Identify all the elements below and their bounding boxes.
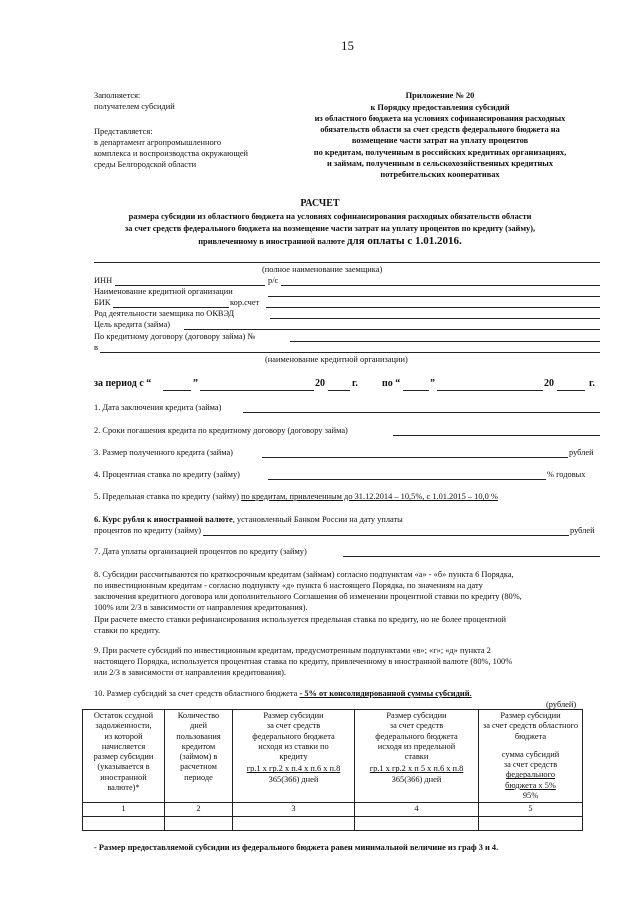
- table-cell: [233, 816, 355, 830]
- appendix-line: возмещение части затрат на уплату процентов: [351, 136, 529, 145]
- item-4: 4. Процентная ставка по кредиту (займу): [94, 470, 240, 479]
- item-2: 2. Сроки погашения кредита по кредитному договору (договору займа): [94, 426, 348, 435]
- item-9-line: настоящего Порядка, используется процентная ставка по кредиту, привлеченному в иностранной валюте (80%, 100%: [94, 657, 513, 666]
- doc-title: РАСЧЕТ: [300, 198, 340, 209]
- doc-subtitle: [40, 235, 620, 247]
- table-number-row: [83, 803, 583, 816]
- item-8-line: заключения кредитного договора или дополнительного Соглашения об изменении процентной ставки по кредиту (80%,: [94, 592, 522, 601]
- item-9-line: 9. При расчете субсидий по инвестиционным кредитам, предусмотренным подпунктами «в»; «г»; «д» пункта 2: [94, 646, 491, 655]
- item-10: [94, 689, 472, 700]
- item-3: 3. Размер полученного кредита (займа): [94, 448, 233, 457]
- appendix-line: к Порядку предоставления субсидий: [370, 103, 510, 112]
- item-10-unit: (рублей): [546, 700, 577, 709]
- col-3-header: Размер субсидии за счет средств федерального бюджета исходя из ставки по кредиту гр.1 х гр.2 х п.4 х п.6 х п.8 365(366) дней: [233, 710, 355, 803]
- filled-label: Заполняется:: [94, 91, 141, 100]
- col-number: 2: [165, 803, 233, 816]
- table-cell: [355, 816, 479, 830]
- item-8-line: по инвестиционным кредитам - согласно подпункту «д» пункта 6 настоящего Порядка, по значениям на дату: [94, 581, 483, 590]
- appendix-title: Приложение № 20: [405, 91, 475, 100]
- table-header-row: [83, 710, 583, 803]
- bik-label: БИК: [94, 298, 111, 307]
- contract-label: По кредитному договору (договору займа) №: [94, 332, 256, 341]
- period-year: 20: [544, 378, 554, 389]
- item-8-line: 8. Субсидии рассчитываются по краткосрочным кредитам (займам) согласно подпунктам «а» - «б» пункта 6 Порядка,: [94, 570, 514, 579]
- item-7: 7. Дата уплаты организацией процентов по кредиту (займу): [94, 547, 307, 556]
- doc-subtitle: за счет средств федерального бюджета на возмещение части затрат на уплату процентов по кредиту (займу),: [124, 224, 536, 233]
- item-8-line: 100% или 2/3 в зависимости от направления кредитования).: [94, 603, 308, 612]
- col-number: 1: [83, 803, 165, 816]
- item-5: [94, 492, 498, 503]
- period-to: по “: [382, 378, 401, 389]
- footnote: - Размер предоставляемой субсидии из федерального бюджета равен минимальной величине из граф 3 и 4.: [94, 843, 499, 852]
- item-6-unit: рублей: [570, 526, 595, 535]
- col-1-header: Остаток ссудной задолженности, из которой начисляется размер субсидии (указывается в иностранной валюте)*: [83, 710, 165, 803]
- col-2-header: Количество дней пользования кредитом (займом) в расчетном периоде: [165, 710, 233, 803]
- inn-label: ИНН: [94, 276, 113, 285]
- item-10-rate: - 5% от консолидированной суммы субсидий.: [299, 689, 472, 698]
- in-label: в: [94, 343, 98, 352]
- period-quote: ”: [430, 378, 435, 389]
- kor-label: кор.счет: [230, 298, 260, 307]
- col-5-header: Размер субсидии за счет средств областного бюджета сумма субсидий за счет средств федерального бюджета х 5% 95%: [479, 710, 583, 803]
- col-number: 5: [479, 803, 583, 816]
- item-6-label: 6. Курс рубля к иностранной валюте: [94, 515, 233, 524]
- item-10-label: 10. Размер субсидий за счет средств областного бюджета: [94, 689, 300, 698]
- item-5-label: 5. Предельная ставка по кредиту (займу): [94, 492, 242, 501]
- appendix-line: и займам, полученным в сельскохозяйственных кредитных: [326, 159, 554, 168]
- page-number: 15: [341, 38, 354, 53]
- appendix-line: потребительских кооперативах: [380, 170, 500, 179]
- submitted-to-line: комплекса и воспроизводства окружающей: [94, 149, 249, 158]
- filled-by: получателем субсидий: [94, 102, 175, 111]
- item-8-line: ставки по кредиту.: [94, 626, 161, 635]
- col-3-formula: гр.1 х гр.2 х п.4 х п.6 х п.8: [246, 764, 341, 774]
- col-4-header: Размер субсидии за счет средств федерального бюджета исходя из предельной ставки гр.1 х гр.2 х п 5 х п.6 х п.8 365(366) дней: [355, 710, 479, 803]
- table-cell: [165, 816, 233, 830]
- item-6-line2: процентов по кредиту (займу): [94, 526, 202, 535]
- col-number: 4: [355, 803, 479, 816]
- period-label: за период с “: [94, 378, 152, 389]
- item-3-unit: рублей: [569, 448, 594, 457]
- col-4-formula: гр.1 х гр.2 х п 5 х п.6 х п.8: [369, 764, 464, 774]
- submitted-to-line: в департамент агропромышленного: [94, 138, 222, 147]
- item-4-unit: % годовых: [547, 470, 586, 479]
- appendix-line: из областного бюджета на условиях софинансирования расходных: [314, 114, 566, 123]
- submitted-to-line: среды Белгородской области: [94, 160, 197, 169]
- col-number: 3: [233, 803, 355, 816]
- item-5-rate: по кредитам, привлеченным до 31.12.2014 – 10,5%, с 1.01.2015 – 10,0 %: [241, 492, 498, 501]
- item-9-line: или 2/3 в зависимости от направления кредитования).: [94, 668, 286, 677]
- period-g: г.: [589, 378, 595, 389]
- item-8-line: При расчете вместо ставки рефинансирования используется предельная ставка по кредиту, но не более процентной: [94, 615, 507, 624]
- purpose-label: Цель кредита (займа): [94, 320, 171, 329]
- doc-subtitle-part: привлеченному в иностранной валюте: [198, 237, 347, 246]
- doc-subtitle: размера субсидии из областного бюджета на условиях софинансирования расходных обязательств области: [128, 212, 532, 221]
- org-caption: (наименование кредитной организации): [265, 355, 408, 364]
- table-row: [83, 816, 583, 830]
- appendix-line: по кредитам, полученным в российских кредитных организациях,: [313, 148, 567, 157]
- submitted-label: Представляется:: [94, 127, 153, 136]
- item-1: 1. Дата заключения кредита (займа): [94, 403, 222, 412]
- rs-label: р/с: [268, 276, 279, 285]
- table-cell: [83, 816, 165, 830]
- item-6: [94, 515, 403, 526]
- bank-name-label: Наименование кредитной организации: [94, 287, 233, 296]
- item-6-text: , установленный Банком России на дату уплаты: [232, 515, 403, 524]
- col-3-days: 365(366) дней: [268, 774, 319, 784]
- col-4-days: 365(366) дней: [391, 774, 442, 784]
- period-quote: ”: [193, 378, 198, 389]
- period-year: 20: [315, 378, 325, 389]
- subsidy-table: [82, 709, 583, 831]
- okved-label: Род деятельности заемщика по ОКВЭД: [94, 309, 235, 318]
- table-cell: [479, 816, 583, 830]
- borrower-caption: (полное наименование заемщика): [262, 265, 383, 274]
- doc-subtitle-date: для оплаты с 1.01.2016.: [346, 235, 462, 247]
- appendix-line: обязательств области за счет средств федерального бюджета на: [320, 125, 560, 134]
- period-g: г.: [352, 378, 358, 389]
